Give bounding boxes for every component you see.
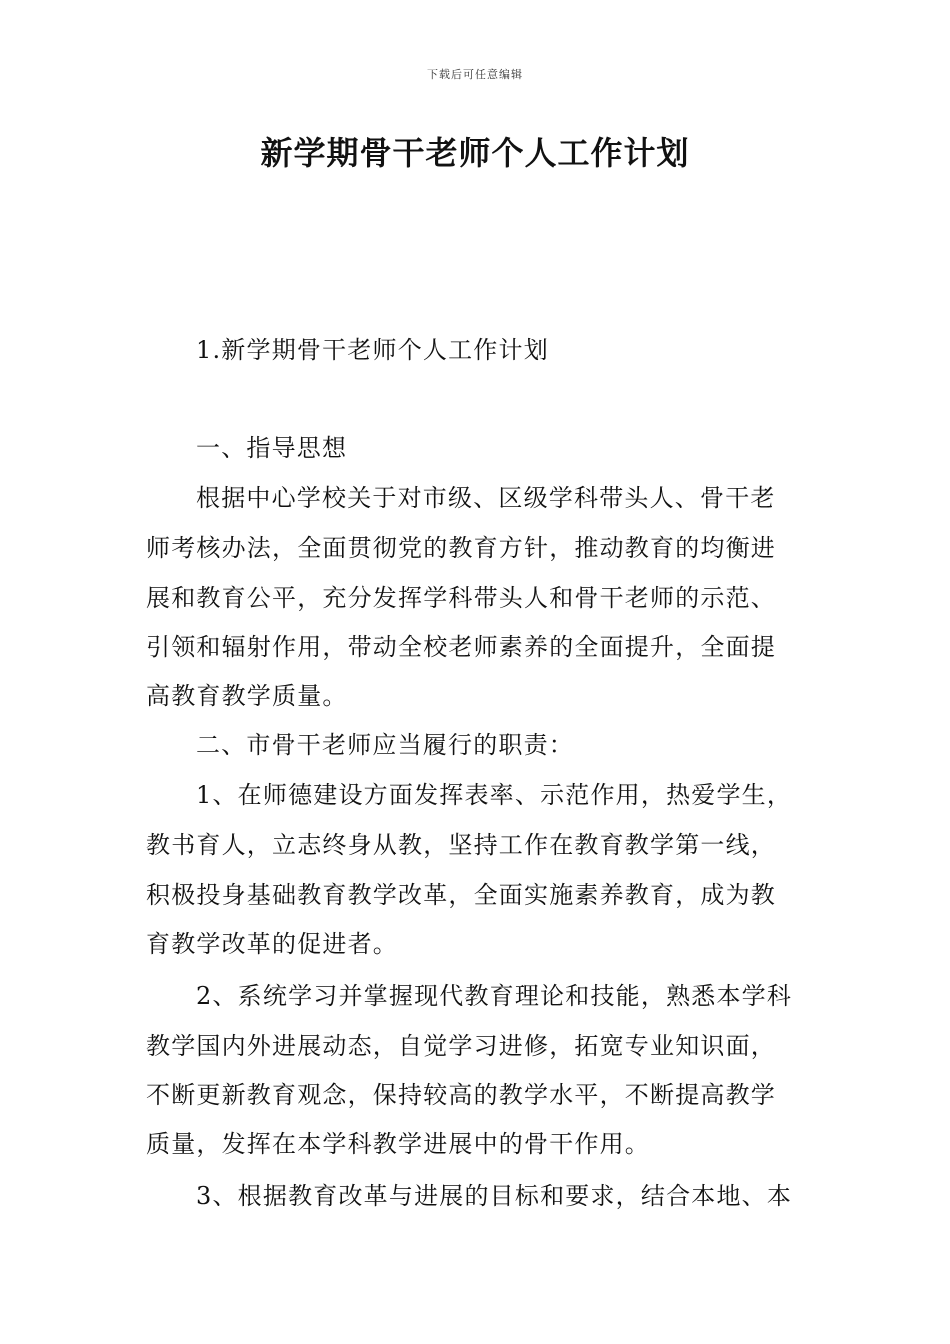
- document-title: 新学期骨干老师个人工作计划: [260, 134, 690, 172]
- paragraph-line: 不断更新教育观念，保持较高的教学水平，不断提高教学: [146, 1081, 776, 1109]
- paragraph-line: 师考核办法，全面贯彻党的教育方针，推动教育的均衡进: [146, 534, 776, 562]
- header-note: 下载后可任意编辑: [427, 68, 523, 81]
- paragraph-line: 3、根据教育改革与进展的目标和要求，结合本地、本: [196, 1182, 793, 1210]
- section2-heading: 二、市骨干老师应当履行的职责：: [196, 731, 574, 759]
- paragraph-line: 引领和辐射作用，带动全校老师素养的全面提升，全面提: [146, 633, 776, 661]
- paragraph-line: 积极投身基础教育教学改革，全面实施素养教育，成为教: [146, 881, 776, 909]
- paragraph-line: 2、系统学习并掌握现代教育理论和技能，熟悉本学科: [196, 982, 793, 1010]
- paragraph-line: 教书育人，立志终身从教，坚持工作在教育教学第一线，: [146, 831, 776, 859]
- paragraph-line: 教学国内外进展动态，自觉学习进修，拓宽专业知识面，: [146, 1032, 776, 1060]
- paragraph-line: 根据中心学校关于对市级、区级学科带头人、骨干老: [196, 484, 776, 512]
- section1-heading: 一、指导思想: [196, 434, 348, 462]
- paragraph-line: 质量，发挥在本学科教学进展中的骨干作用。: [146, 1130, 650, 1158]
- paragraph-line: 育教学改革的促进者。: [146, 930, 398, 958]
- paragraph-line: 1、在师德建设方面发挥表率、示范作用，热爱学生，: [196, 781, 793, 809]
- paragraph-line: 高教育教学质量。: [146, 682, 348, 710]
- subtitle: 1.新学期骨干老师个人工作计划: [196, 336, 549, 364]
- paragraph-line: 展和教育公平，充分发挥学科带头人和骨干老师的示范、: [146, 584, 776, 612]
